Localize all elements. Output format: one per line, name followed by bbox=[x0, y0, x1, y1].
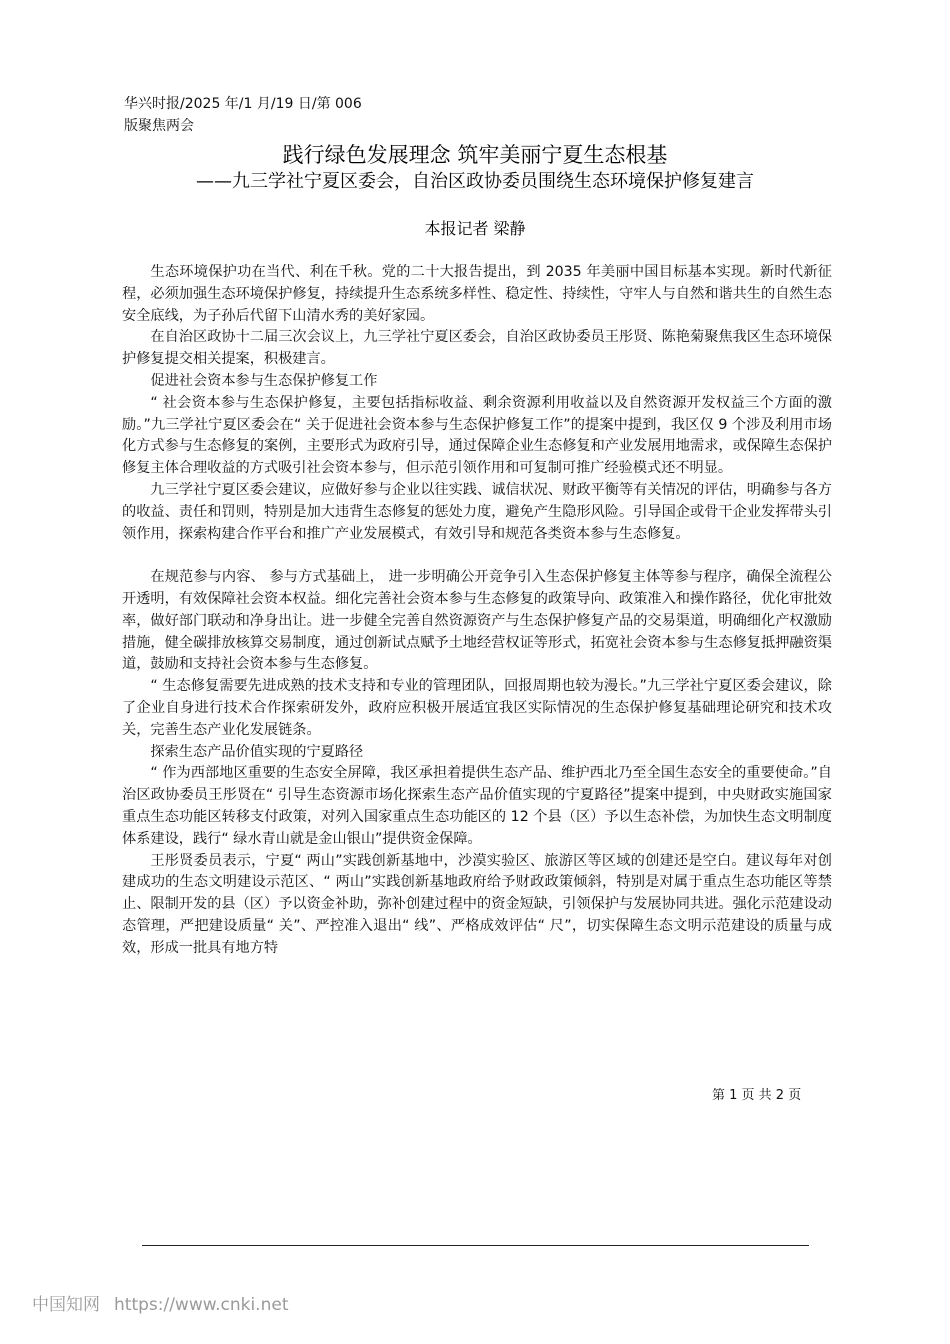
site-name: 中国知网 bbox=[32, 1295, 100, 1315]
paragraph: 在规范参与内容、 参与方式基础上， 进一步明确公开竞争引入生态保护修复主体等参与程序，确保全流程公开透明，有效保障社会资本权益。细化完善社会资本参与生态修复的政策导向、政策准入和操作路径，优化审批效率，做好部门联动和净身出让。进一步健全完善自然资源资产与生态保护修复产品的交易渠道，明确细化产权激励措施，健全碳排放核算交易制度，通过创新试点赋予土地经营权证等形式，拓宽社会资本参与生态修复抵押融资渠道，鼓励和支持社会资本参与生态修复。 bbox=[122, 569, 832, 673]
paragraph: 生态环境保护功在当代、利在千秋。党的二十大报告提出，到 2035 年美丽中国目标基本实现。新时代新征程，必须加强生态环境保护修复，持续提升生态系统多样性、稳定性、持续性，守牢人与自然和谐共生的自然生态安全底线，为子孙后代留下山清水秀的美好家园。 bbox=[122, 264, 832, 324]
paragraph: 王彤贤委员表示，宁夏“ 两山”实践创新基地中，沙漠实验区、旅游区等区域的创建还是空白。建议每年对创建成功的生态文明建设示范区、“ 两山”实践创新基地政府给予财政政策倾斜，特别是对属于重点生态功能区等禁止、限制开发的县（区）予以资金补助，弥补创建过程中的资金短缺，引领保护与发展协同共进。强化示范建设动态管理，严把建设质量“ 关”、严控准入退出“ 线”、严格成效评估“ 尺”，切实保障生态文明示范建设的质量与成效，形成一批具有地方特 bbox=[122, 852, 832, 956]
article-title: 践行绿色发展理念 筑牢美丽宁夏生态根基 bbox=[282, 143, 668, 167]
section-heading: 促进社会资本参与生态保护修复工作 bbox=[150, 372, 378, 389]
site-url[interactable]: https://www.cnki.net bbox=[114, 1295, 289, 1315]
paragraph: “ 生态修复需要先进成熟的技术支持和专业的管理团队，回报周期也较为漫长。”九三学社宁夏区委会建议，除了企业自身进行技术合作探索研发外，政府应积极开展适宜我区实际情况的生态保护修复基础理论研究和技术攻关，完善生态产业化发展链条。 bbox=[122, 678, 832, 738]
publication-source: 华兴时报/2025 年/1 月/19 日/第 006 bbox=[124, 96, 362, 112]
page-number: 第 1 页 共 2 页 bbox=[712, 1088, 802, 1103]
article-body bbox=[122, 262, 832, 960]
footer-divider bbox=[142, 1245, 809, 1246]
paragraph: 九三学社宁夏区委会建议，应做好参与企业以往实践、诚信状况、财政平衡等有关情况的评估，明确参与各方的收益、责任和罚则，特别是加大违背生态修复的惩处力度，避免产生隐形风险。引导国企或骨干企业发挥带头引领作用，探索构建合作平台和推广产业发展模式，有效引导和规范各类资本参与生态修复。 bbox=[122, 481, 832, 542]
publication-section: 版聚焦两会 bbox=[124, 118, 194, 134]
paragraph: “ 社会资本参与生态保护修复，主要包括指标收益、剩余资源利用收益以及自然资源开发权益三个方面的激励。”九三学社宁夏区委会在“ 关于促进社会资本参与生态保护修复工作”的提案中提到，我区仅 9 个涉及利用市场化方式参与生态修复的案例，主要形式为政府引导，通过保障企业生态修复和产业发展用地需求，或保障生态保护修复主体合理收益的方式吸引社会资本参与，但示范引领作用和可复制可推广经验模式还不明显。 bbox=[122, 394, 832, 477]
paragraph: 在自治区政协十二届三次会议上，九三学社宁夏区委会，自治区政协委员王彤贤、陈艳菊聚焦我区生态环境保护修复提交相关提案，积极建言。 bbox=[122, 329, 832, 368]
paragraph: “ 作为西部地区重要的生态安全屏障，我区承担着提供生态产品、维护西北乃至全国生态安全的重要使命。”自治区政协委员王彤贤在“ 引导生态资源市场化探索生态产品价值实现的宁夏路径”提案中提到，中央财政实施国家重点生态功能区转移支付政策，对列入国家重点生态功能区的 12 个县（区）予以生态补偿，为加快生态文明制度体系建设，践行“ 绿水青山就是金山银山”提供资金保障。 bbox=[122, 765, 832, 847]
section-heading: 探索生态产品价值实现的宁夏路径 bbox=[150, 743, 364, 760]
footer-watermark bbox=[32, 1293, 288, 1317]
article-subtitle: ——九三学社宁夏区委会，自治区政协委员围绕生态环境保护修复建言 bbox=[196, 171, 754, 192]
article-byline: 本报记者 梁静 bbox=[424, 219, 526, 238]
